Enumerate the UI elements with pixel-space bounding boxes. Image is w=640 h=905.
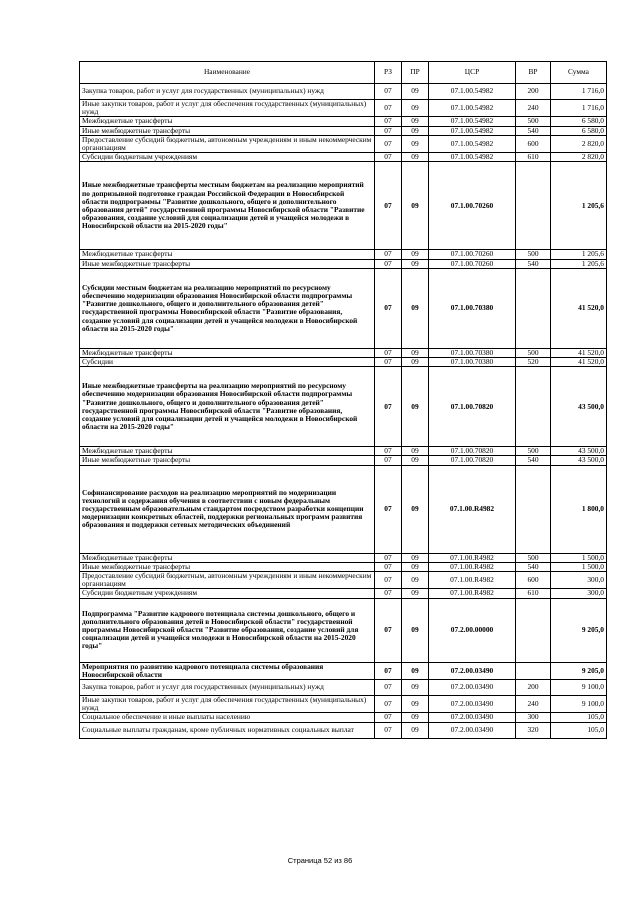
row-rz: 07 bbox=[375, 84, 402, 100]
row-csr: 07.1.00.54982 bbox=[429, 84, 516, 100]
row-vr: 500 bbox=[516, 447, 551, 456]
row-name: Иные межбюджетные трансферты bbox=[80, 126, 375, 135]
row-name: Софинансирование расходов на реализацию мероприятий по модернизации технологий и содержания обучения в соответствии с новым федеральным государственным образовательным стандартом посредством разработки концепции модернизации конкретных областей, поддержки региональных программ развития образования и поддержки сетевых методических объединений bbox=[80, 465, 375, 553]
row-vr: 520 bbox=[516, 358, 551, 367]
row-vr: 600 bbox=[516, 572, 551, 589]
row-rz: 07 bbox=[375, 153, 402, 162]
row-csr: 07.1.00.54982 bbox=[429, 100, 516, 117]
row-rz: 07 bbox=[375, 456, 402, 465]
row-sum: 300,0 bbox=[551, 572, 607, 589]
table-row bbox=[80, 713, 607, 722]
row-csr: 07.1.00.54982 bbox=[429, 135, 516, 152]
row-rz: 07 bbox=[375, 553, 402, 562]
row-sum: 43 500,0 bbox=[551, 367, 607, 447]
row-pr: 09 bbox=[402, 367, 429, 447]
row-vr bbox=[516, 465, 551, 553]
row-vr bbox=[516, 268, 551, 348]
table-row bbox=[80, 117, 607, 126]
row-pr: 09 bbox=[402, 696, 429, 713]
row-csr: 07.2.00.00000 bbox=[429, 598, 516, 662]
row-csr: 07.1.00.R4982 bbox=[429, 562, 516, 571]
row-name: Межбюджетные трансферты bbox=[80, 553, 375, 562]
header-rz: РЗ bbox=[375, 62, 402, 84]
row-name: Субсидии местным бюджетам на реализацию мероприятий по ресурсному обеспечению модернизации образования Новосибирской области подпрограммы "Развитие дошкольного, общего и дополнительного образования детей" государственной программы Новосибирской области "Развитие образования, создание условий для социализации детей и учащейся молодежи в Новосибирской области на 2015-2020 годы" bbox=[80, 268, 375, 348]
row-rz: 07 bbox=[375, 589, 402, 598]
row-sum: 105,0 bbox=[551, 713, 607, 722]
table-row bbox=[80, 680, 607, 696]
row-rz: 07 bbox=[375, 598, 402, 662]
row-sum: 1 500,0 bbox=[551, 562, 607, 571]
header-pr: ПР bbox=[402, 62, 429, 84]
row-sum: 43 500,0 bbox=[551, 456, 607, 465]
row-csr: 07.1.00.70820 bbox=[429, 447, 516, 456]
row-pr: 09 bbox=[402, 553, 429, 562]
row-pr: 09 bbox=[402, 348, 429, 357]
row-sum: 43 500,0 bbox=[551, 447, 607, 456]
row-sum: 9 100,0 bbox=[551, 696, 607, 713]
row-rz: 07 bbox=[375, 680, 402, 696]
row-sum: 300,0 bbox=[551, 589, 607, 598]
row-csr: 07.2.00.03490 bbox=[429, 680, 516, 696]
table-row bbox=[80, 562, 607, 571]
row-rz: 07 bbox=[375, 126, 402, 135]
row-csr: 07.1.00.R4982 bbox=[429, 572, 516, 589]
row-pr: 09 bbox=[402, 465, 429, 553]
table-row bbox=[80, 153, 607, 162]
row-name: Подпрограмма "Развитие кадрового потенциала системы дошкольного, общего и дополнительного образования детей в Новосибирской области" государственной программы Новосибирской области "Развитие образования, создание условий для социализации детей и учащейся молодежи в Новосибирской области на 2015-2020 годы" bbox=[80, 598, 375, 662]
row-sum: 41 520,0 bbox=[551, 348, 607, 357]
table-row bbox=[80, 589, 607, 598]
row-pr: 09 bbox=[402, 259, 429, 268]
row-sum: 41 520,0 bbox=[551, 358, 607, 367]
row-rz: 07 bbox=[375, 696, 402, 713]
table-row bbox=[80, 268, 607, 348]
row-pr: 09 bbox=[402, 562, 429, 571]
row-pr: 09 bbox=[402, 713, 429, 722]
row-sum: 1 500,0 bbox=[551, 553, 607, 562]
row-pr: 09 bbox=[402, 722, 429, 738]
row-sum: 9 205,0 bbox=[551, 598, 607, 662]
row-name: Межбюджетные трансферты bbox=[80, 348, 375, 357]
row-csr: 07.2.00.03490 bbox=[429, 696, 516, 713]
table-row bbox=[80, 465, 607, 553]
row-rz: 07 bbox=[375, 367, 402, 447]
row-vr: 540 bbox=[516, 259, 551, 268]
row-rz: 07 bbox=[375, 722, 402, 738]
table-row bbox=[80, 135, 607, 152]
row-name: Субсидии бюджетным учреждениям bbox=[80, 153, 375, 162]
row-pr: 09 bbox=[402, 447, 429, 456]
row-pr: 09 bbox=[402, 680, 429, 696]
row-csr: 07.1.00.70260 bbox=[429, 250, 516, 259]
row-rz: 07 bbox=[375, 162, 402, 250]
row-pr: 09 bbox=[402, 662, 429, 679]
row-vr: 500 bbox=[516, 117, 551, 126]
row-pr: 09 bbox=[402, 250, 429, 259]
row-name: Иные межбюджетные трансферты на реализацию мероприятий по ресурсному обеспечению модернизации образования Новосибирской области подпрограммы "Развитие дошкольного, общего и дополнительного образования детей" государственной программы Новосибирской области "Развитие образования, создание условий для социализации детей и учащейся молодежи в Новосибирской области на 2015-2020 годы" bbox=[80, 367, 375, 447]
row-sum: 1 205,6 bbox=[551, 162, 607, 250]
row-csr: 07.1.00.R4982 bbox=[429, 553, 516, 562]
table-row bbox=[80, 259, 607, 268]
row-name: Закупка товаров, работ и услуг для государственных (муниципальных) нужд bbox=[80, 680, 375, 696]
table-header-row bbox=[80, 62, 607, 84]
budget-table bbox=[79, 61, 607, 739]
row-csr: 07.1.00.70380 bbox=[429, 268, 516, 348]
row-vr: 240 bbox=[516, 100, 551, 117]
row-pr: 09 bbox=[402, 117, 429, 126]
row-rz: 07 bbox=[375, 268, 402, 348]
row-rz: 07 bbox=[375, 358, 402, 367]
row-vr: 320 bbox=[516, 722, 551, 738]
row-csr: 07.1.00.R4982 bbox=[429, 589, 516, 598]
table-row bbox=[80, 162, 607, 250]
row-pr: 09 bbox=[402, 456, 429, 465]
header-vr: ВР bbox=[516, 62, 551, 84]
table-row bbox=[80, 553, 607, 562]
row-csr: 07.1.00.70380 bbox=[429, 358, 516, 367]
row-csr: 07.1.00.70820 bbox=[429, 367, 516, 447]
row-sum: 2 820,0 bbox=[551, 135, 607, 152]
row-csr: 07.1.00.70820 bbox=[429, 456, 516, 465]
table-row bbox=[80, 348, 607, 357]
header-name: Наименование bbox=[80, 62, 375, 84]
row-sum: 1 800,0 bbox=[551, 465, 607, 553]
table-row bbox=[80, 367, 607, 447]
row-sum: 9 100,0 bbox=[551, 680, 607, 696]
row-name: Субсидии bbox=[80, 358, 375, 367]
row-csr: 07.2.00.03490 bbox=[429, 662, 516, 679]
page-number: Страница 52 из 86 bbox=[287, 856, 353, 865]
table-row bbox=[80, 572, 607, 589]
row-csr: 07.1.00.70260 bbox=[429, 259, 516, 268]
row-vr: 540 bbox=[516, 456, 551, 465]
row-name: Иные закупки товаров, работ и услуг для обеспечения государственных (муниципальных) нужд bbox=[80, 696, 375, 713]
row-name: Межбюджетные трансферты bbox=[80, 250, 375, 259]
row-name: Социальные выплаты гражданам, кроме публичных нормативных социальных выплат bbox=[80, 722, 375, 738]
row-pr: 09 bbox=[402, 572, 429, 589]
row-vr: 540 bbox=[516, 562, 551, 571]
row-name: Иные межбюджетные трансферты bbox=[80, 456, 375, 465]
row-rz: 07 bbox=[375, 572, 402, 589]
row-rz: 07 bbox=[375, 348, 402, 357]
row-vr: 200 bbox=[516, 680, 551, 696]
row-vr: 200 bbox=[516, 84, 551, 100]
row-pr: 09 bbox=[402, 100, 429, 117]
row-vr: 610 bbox=[516, 589, 551, 598]
row-name: Межбюджетные трансферты bbox=[80, 117, 375, 126]
row-sum: 1 205,6 bbox=[551, 259, 607, 268]
row-vr: 500 bbox=[516, 250, 551, 259]
row-pr: 09 bbox=[402, 598, 429, 662]
row-vr bbox=[516, 162, 551, 250]
table-row bbox=[80, 722, 607, 738]
row-csr: 07.2.00.03490 bbox=[429, 713, 516, 722]
row-vr bbox=[516, 662, 551, 679]
row-sum: 6 580,0 bbox=[551, 117, 607, 126]
row-name: Межбюджетные трансферты bbox=[80, 447, 375, 456]
row-name: Иные межбюджетные трансферты местным бюджетам на реализацию мероприятий по допризывной подготовке граждан Российской Федерации в Новосибирской области подпрограммы "Развитие дошкольного, общего и дополнительного образования детей" государственной программы Новосибирской области "Развитие образования, создание условий для социализации детей и учащейся молодежи в Новосибирской области на 2015-2020 годы" bbox=[80, 162, 375, 250]
row-sum: 9 205,0 bbox=[551, 662, 607, 679]
row-name: Предоставление субсидий бюджетным, автономным учреждениям и иным некоммерческим организациям bbox=[80, 572, 375, 589]
row-name: Субсидии бюджетным учреждениям bbox=[80, 589, 375, 598]
row-rz: 07 bbox=[375, 713, 402, 722]
row-pr: 09 bbox=[402, 162, 429, 250]
row-rz: 07 bbox=[375, 259, 402, 268]
table-row bbox=[80, 358, 607, 367]
row-rz: 07 bbox=[375, 465, 402, 553]
table-row bbox=[80, 696, 607, 713]
row-rz: 07 bbox=[375, 662, 402, 679]
row-pr: 09 bbox=[402, 589, 429, 598]
table-row bbox=[80, 100, 607, 117]
row-sum: 1 205,6 bbox=[551, 250, 607, 259]
row-name: Закупка товаров, работ и услуг для государственных (муниципальных) нужд bbox=[80, 84, 375, 100]
row-sum: 6 580,0 bbox=[551, 126, 607, 135]
row-csr: 07.1.00.54982 bbox=[429, 153, 516, 162]
table-row bbox=[80, 662, 607, 679]
row-csr: 07.1.00.54982 bbox=[429, 117, 516, 126]
row-vr: 600 bbox=[516, 135, 551, 152]
row-vr: 300 bbox=[516, 713, 551, 722]
row-name: Мероприятия по развитию кадрового потенциала системы образования Новосибирской области bbox=[80, 662, 375, 679]
row-name: Иные закупки товаров, работ и услуг для обеспечения государственных (муниципальных) нужд bbox=[80, 100, 375, 117]
row-vr: 540 bbox=[516, 126, 551, 135]
row-rz: 07 bbox=[375, 100, 402, 117]
row-pr: 09 bbox=[402, 84, 429, 100]
row-csr: 07.2.00.03490 bbox=[429, 722, 516, 738]
table-row bbox=[80, 447, 607, 456]
row-pr: 09 bbox=[402, 153, 429, 162]
row-vr: 500 bbox=[516, 348, 551, 357]
row-pr: 09 bbox=[402, 126, 429, 135]
row-sum: 2 820,0 bbox=[551, 153, 607, 162]
row-rz: 07 bbox=[375, 250, 402, 259]
budget-table-body bbox=[80, 62, 607, 739]
row-rz: 07 bbox=[375, 117, 402, 126]
header-sum: Сумма bbox=[551, 62, 607, 84]
header-csr: ЦСР bbox=[429, 62, 516, 84]
row-sum: 1 716,0 bbox=[551, 100, 607, 117]
table-row bbox=[80, 126, 607, 135]
row-csr: 07.1.00.70380 bbox=[429, 348, 516, 357]
row-vr: 500 bbox=[516, 553, 551, 562]
row-sum: 1 716,0 bbox=[551, 84, 607, 100]
row-name: Предоставление субсидий бюджетным, автономным учреждениям и иным некоммерческим организациям bbox=[80, 135, 375, 152]
row-name: Социальное обеспечение и иные выплаты населению bbox=[80, 713, 375, 722]
row-pr: 09 bbox=[402, 358, 429, 367]
table-row bbox=[80, 250, 607, 259]
row-pr: 09 bbox=[402, 268, 429, 348]
row-sum: 105,0 bbox=[551, 722, 607, 738]
row-name: Иные межбюджетные трансферты bbox=[80, 259, 375, 268]
row-rz: 07 bbox=[375, 447, 402, 456]
row-vr bbox=[516, 367, 551, 447]
row-csr: 07.1.00.70260 bbox=[429, 162, 516, 250]
row-csr: 07.1.00.R4982 bbox=[429, 465, 516, 553]
row-rz: 07 bbox=[375, 562, 402, 571]
table-row bbox=[80, 598, 607, 662]
row-csr: 07.1.00.54982 bbox=[429, 126, 516, 135]
row-pr: 09 bbox=[402, 135, 429, 152]
table-row bbox=[80, 456, 607, 465]
table-row bbox=[80, 84, 607, 100]
row-vr: 240 bbox=[516, 696, 551, 713]
row-vr bbox=[516, 598, 551, 662]
row-name: Иные межбюджетные трансферты bbox=[80, 562, 375, 571]
row-vr: 610 bbox=[516, 153, 551, 162]
row-sum: 41 520,0 bbox=[551, 268, 607, 348]
row-rz: 07 bbox=[375, 135, 402, 152]
